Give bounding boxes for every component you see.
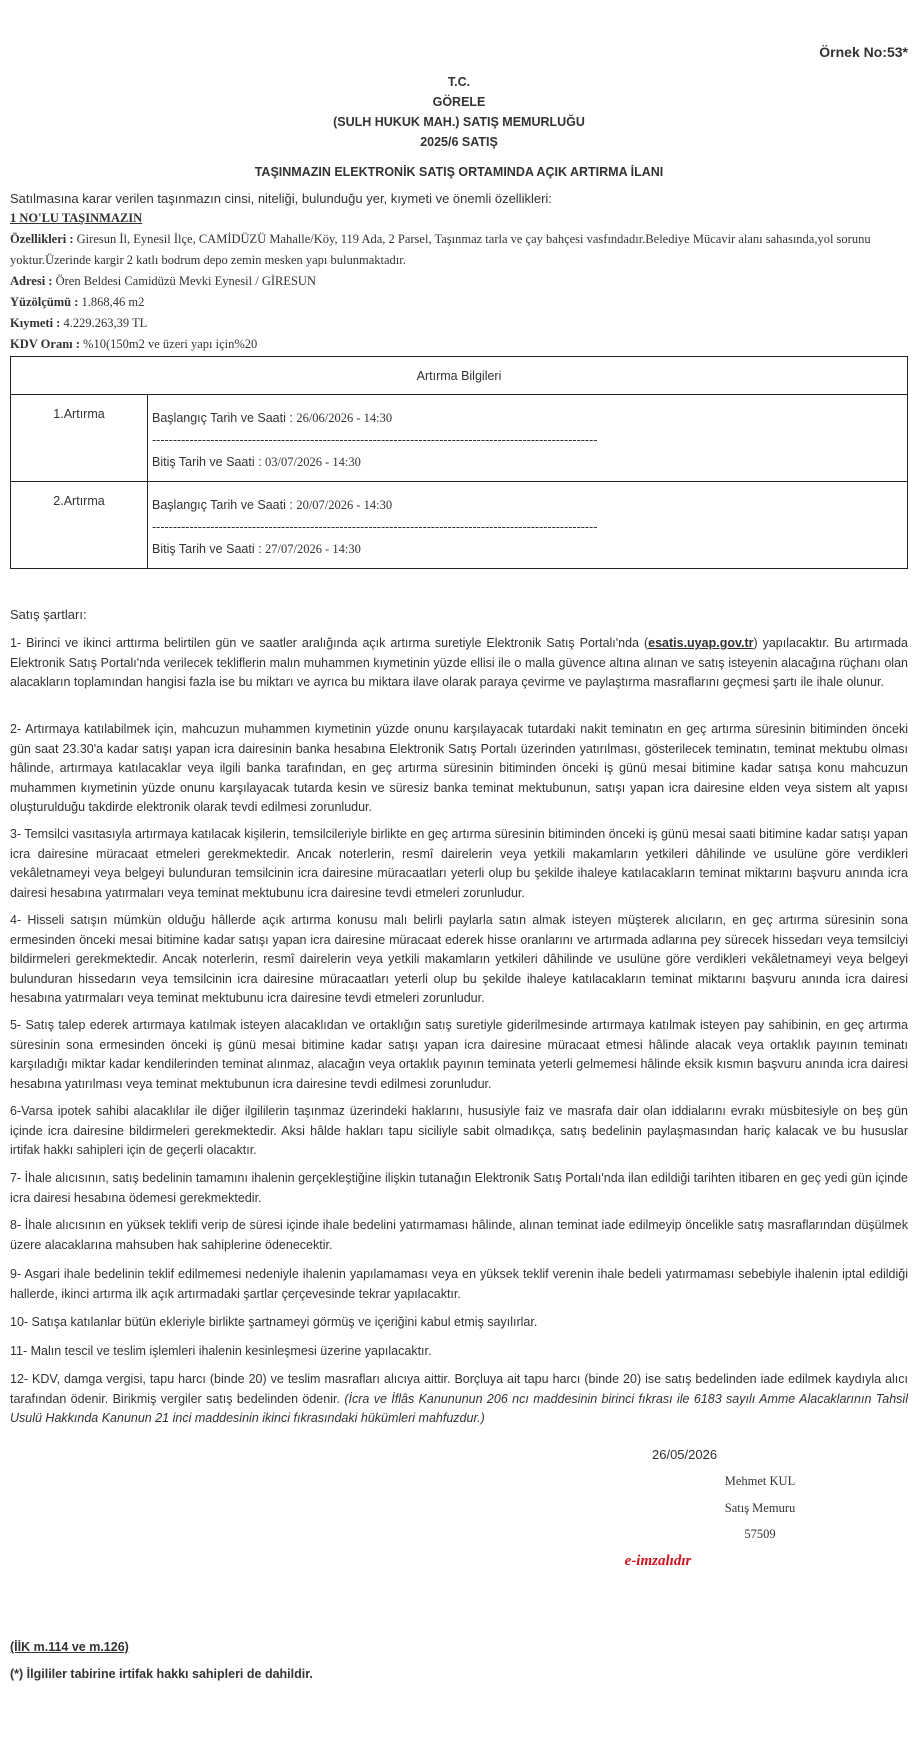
property-area <box>10 292 908 313</box>
round-details <box>148 482 908 569</box>
condition-12 <box>10 1370 908 1429</box>
auction-round-row <box>11 482 908 569</box>
conditions-title: Satış şartları: <box>10 607 87 622</box>
condition-5: 5- Satış talep ederek artırmaya katılmak isteyen alacaklıdan ve ortaklığın satış suretiyle giderilmesinde artırmaya katılmak isteyen pay sahibinin, en geç artırma süresinin sona ermesinden önceki iş günü mesai bitimine kadar satışı yapan icra dairesine müracaat etmesi hâlinde alacak veya ortaklık payının teminatı karşıladığı miktar kadar kendilerinden teminat alınmaz, alacağın veya ortaklık payının teminata yeterli gelmemesi hâlinde eksik kısmın başvuru anında icra dairesi hesabına yatırılması veya teminat mektubunun icra dairesine tevdi edilmesi zorunludur. <box>10 1018 908 1091</box>
round-start <box>152 407 907 429</box>
features-value: Giresun İl, Eynesil İlçe, CAMİDÜZÜ Mahalle/Köy, 119 Ada, 2 Parsel, Taşınmaz tarla ve çay bahçesi vasfındadır.Belediye Mücavir alanı sahasında,yol sorunu yoktur.Üzerinde kargir 2 katlı bodrum depo zemin mesken yapı bulunmaktadır. <box>10 232 871 267</box>
start-value: 20/07/2026 - 14:30 <box>296 498 393 512</box>
area-label: Yüzölçümü : <box>10 295 79 309</box>
end-value: 27/07/2026 - 14:30 <box>265 542 361 556</box>
condition-11: 11- Malın tescil ve teslim işlemleri ihalenin kesinleşmesi üzerine yapılacaktır. <box>10 1344 432 1358</box>
separator-dashes: ----------------------------------------------------------------------------------------------------------- <box>152 520 598 534</box>
round-name: 2.Artırma <box>11 482 148 569</box>
round-details <box>148 395 908 482</box>
address-value: Ören Beldesi Camidüzü Mevki Eynesil / GİRESUN <box>55 274 316 288</box>
separator-dashes: ----------------------------------------------------------------------------------------------------------- <box>152 433 598 447</box>
condition-12-italic: (İcra ve İflâs Kanununun 206 ncı maddesinin birinci fıkrası ile 6183 sayılı Amme Alacaklarının Tahsil Usulü Hakkında Kanunun 21 inci maddesinin ikinci fıkrasındaki hükümleri mahfuzdur.) <box>10 1391 908 1425</box>
signer-title: Satış Memuru <box>724 1501 796 1515</box>
condition-9: 9- Asgari ihale bedelinin teklif edilmemesi nedeniyle ihalenin yapılamaması veya en yüksek teklif verenin ihale bedeli yatırmaması sebebiyle ihalenin iptal edildiği hallerde, ikinci artırma ilk açık artırmadaki şartlar çerçevesinde tekrar yapılacaktır. <box>10 1267 908 1301</box>
area-value: 1.868,46 m2 <box>81 295 145 309</box>
auction-table <box>10 356 908 569</box>
property-value <box>10 313 908 334</box>
condition-4: 4- Hisseli satışın mümkün olduğu hâllerde açık artırma konusu malı belirli paylarla satın almak isteyen müşterek alıcıların, en geç artırma süresinin sona ermesinden önceki mesai bitimine kadar satışı yapan icra dairesine müracaat ederek hisse oranlarını ve artırmada adlarına pey sürecek hissedarı veya temsilciyi bildirmeleri gerekmektedir. Ancak noterlerin, resmî dairelerin veya yetkili makamların yetkileri dâhilinde ve usulüne göre verdikleri vekâletnameyi veya belgeyi bulunduran hissedarın veya temsilcinin icra dairesine müracaatları yeterli olup bu şekilde ihaleye katılacakların teminat miktarını başvuru anında icra dairesi hesabına yatırmaları veya teminat mektubunu icra dairesine tevdi etmeleri zorunludur. <box>10 913 908 1005</box>
header-line-place: GÖRELE <box>432 95 486 109</box>
header-line-office: (SULH HUKUK MAH.) SATIŞ MEMURLUĞU <box>333 115 585 129</box>
sign-date: 26/05/2026 <box>652 1447 718 1462</box>
property-vat <box>10 334 908 355</box>
intro-text: Satılmasına karar verilen taşınmazın cinsi, niteliği, bulunduğu yer, kıymeti ve önemli özellikleri: <box>10 191 552 206</box>
end-value: 03/07/2026 - 14:30 <box>265 455 361 469</box>
vat-label: KDV Oranı : <box>10 337 80 351</box>
condition-1-text-a: 1- Birinci ve ikinci arttırma belirtilen gün ve saatler aralığında açık artırma suretiyle Elektronik Satış Portalı'nda ( <box>10 636 649 650</box>
address-label: Adresi : <box>10 274 53 288</box>
condition-1 <box>10 634 908 693</box>
condition-7: 7- İhale alıcısının, satış bedelinin tamamını ihalenin gerçekleştiğine ilişkin tutanağın Elektronik Satış Portalı'nda ilan edildiği tarihten itibaren en geç yedi gün içinde icra dairesi hesabına ödemesi gerekmektedir. <box>10 1171 908 1205</box>
start-value: 26/06/2026 - 14:30 <box>296 411 393 425</box>
condition-2: 2- Artırmaya katılabilmek için, mahcuzun muhammen kıymetinin yüzde onunu karşılayacak tutardaki nakit teminatın en geç artırma süresinin bitiminden önceki gün saat 23.30'a kadar satışı yapan icra dairesinin banka hesabına Elektronik Satış Portalı üzerinden yatırılması, gösterilecek teminatın, teminat mektubu olması hâlinde, artırmaya katılacaklar veya ilgili banka tarafından, en geç artırma süresinin bitiminden önceki iş günü mesai bitimine kadar satışa konu mahcuzun muhammen kıymetinin yüzde onunu karşılayacak tutarda kesin ve süresiz banka teminat mektubunun, satışı yapan icra dairesine elden veya sistem alt yapısı oluşturulduğu takdirde elektronik olarak tevdi edilmesi zorunludur. <box>10 722 908 814</box>
sample-number: Örnek No:53* <box>819 44 908 60</box>
property-address <box>10 271 908 292</box>
property-heading-text: 1 NO'LU TAŞINMAZIN <box>10 211 143 225</box>
vat-value: %10(150m2 ve üzeri yapı için%20 <box>83 337 258 351</box>
round-start <box>152 494 907 516</box>
auction-round-row <box>11 395 908 482</box>
condition-12-text: 12- KDV, damga vergisi, tapu harcı (binde 20) ve teslim masrafları alıcıya aittir. Borçluya ait tapu harcı (binde 20) ise satış bedelinden iade edilmek kaydıyla alıcı tarafından ödenir. Birikmiş vergiler satış bedelinden ödenir. <box>10 1372 908 1406</box>
property-heading <box>10 208 908 229</box>
property-features <box>10 229 908 271</box>
document-title: TAŞINMAZIN ELEKTRONİK SATIŞ ORTAMINDA AÇIK ARTIRMA İLANI <box>254 165 664 179</box>
condition-8: 8- İhale alıcısının en yüksek teklifi verip de süresi içinde ihale bedelini yatırmaması hâlinde, alınan teminat iade edilmeyip öncelikle satış masraflarından düşülmek üzere alacaklarına mahsuben hak sahiplerine ödenecektir. <box>10 1218 908 1252</box>
header-line-tc: T.C. <box>447 75 471 89</box>
value-label: Kıymeti : <box>10 316 61 330</box>
value-amount: 4.229.263,39 TL <box>63 316 148 330</box>
condition-6: 6-Varsa ipotek sahibi alacaklılar ile diğer ilgililerin taşınmaz üzerindeki haklarını, hususiyle faiz ve masrafa dair olan iddialarını evrakı müsbitesiyle on beş gün içinde icra dairesine bildirmeleri gerekmektedir. Aksi hâlde hakları tapu siciliyle sabit olmadıkça, satış bedelinin paylaşmasından hariç kalacak ve bu hususlar irtifak hakkı sahipleri için de geçerli olacaktır. <box>10 1104 908 1157</box>
esatis-link[interactable]: esatis.uyap.gov.tr <box>648 636 754 650</box>
condition-10: 10- Satışa katılanlar bütün ekleriyle birlikte şartnameyi görmüş ve içeriğini kabul etmiş sayılırlar. <box>10 1315 538 1329</box>
signer-number: 57509 <box>744 1527 776 1541</box>
features-label: Özellikleri : <box>10 232 74 246</box>
round-name: 1.Artırma <box>11 395 148 482</box>
end-label: Bitiş Tarih ve Saati : <box>152 455 262 469</box>
end-label: Bitiş Tarih ve Saati : <box>152 542 262 556</box>
round-end <box>152 451 907 473</box>
start-label: Başlangıç Tarih ve Saati : <box>152 498 293 512</box>
signer-name: Mehmet KUL <box>724 1474 796 1488</box>
footnote: (*) İlgililer tabirine irtifak hakkı sahipleri de dahildir. <box>10 1667 313 1681</box>
condition-1-text-b: ) yapılacaktır. Bu artırmada Elektronik Satış Portalı'nda verilecek tekliflerin malın muhammen kıymetinin yüzde ellisi ile o malla güvence altına alınan ve satış isteyenin alacağına rüçhanı olan alacakların toplamından hangisi fazla ise bu miktarı ve ayrıca bu miktara ilave olarak paraya çevirme ve paylaştırma masraflarını geçmesi şartı ile ihale olunur. <box>10 636 908 689</box>
law-reference: (İİK m.114 ve m.126) <box>10 1640 129 1654</box>
round-end <box>152 538 907 560</box>
start-label: Başlangıç Tarih ve Saati : <box>152 411 293 425</box>
header-line-file-no: 2025/6 SATIŞ <box>420 135 498 149</box>
auction-table-title: Artırma Bilgileri <box>11 357 908 395</box>
condition-3: 3- Temsilci vasıtasıyla artırmaya katılacak kişilerin, temsilcileriyle birlikte en geç artırma süresinin bitiminden önceki iş günü mesai saati bitimine kadar satışı yapan icra dairesine müracaat etmeleri gerekmektedir. Ancak noterlerin, resmî dairelerin veya yetkili makamların yetkileri dâhilinde ve usulüne göre verdikleri vekâletnameyi veya belgeyi bulunduran temsilcinin icra dairesine müracaatları yeterli olup bu şekilde ihaleye katılacakların teminat miktarını başvuru anında icra dairesi hesabına yatırmaları veya teminat mektubunu icra dairesine tevdi etmeleri zorunludur. <box>10 827 908 900</box>
e-signature-stamp: e-imzalıdır <box>624 1553 692 1569</box>
